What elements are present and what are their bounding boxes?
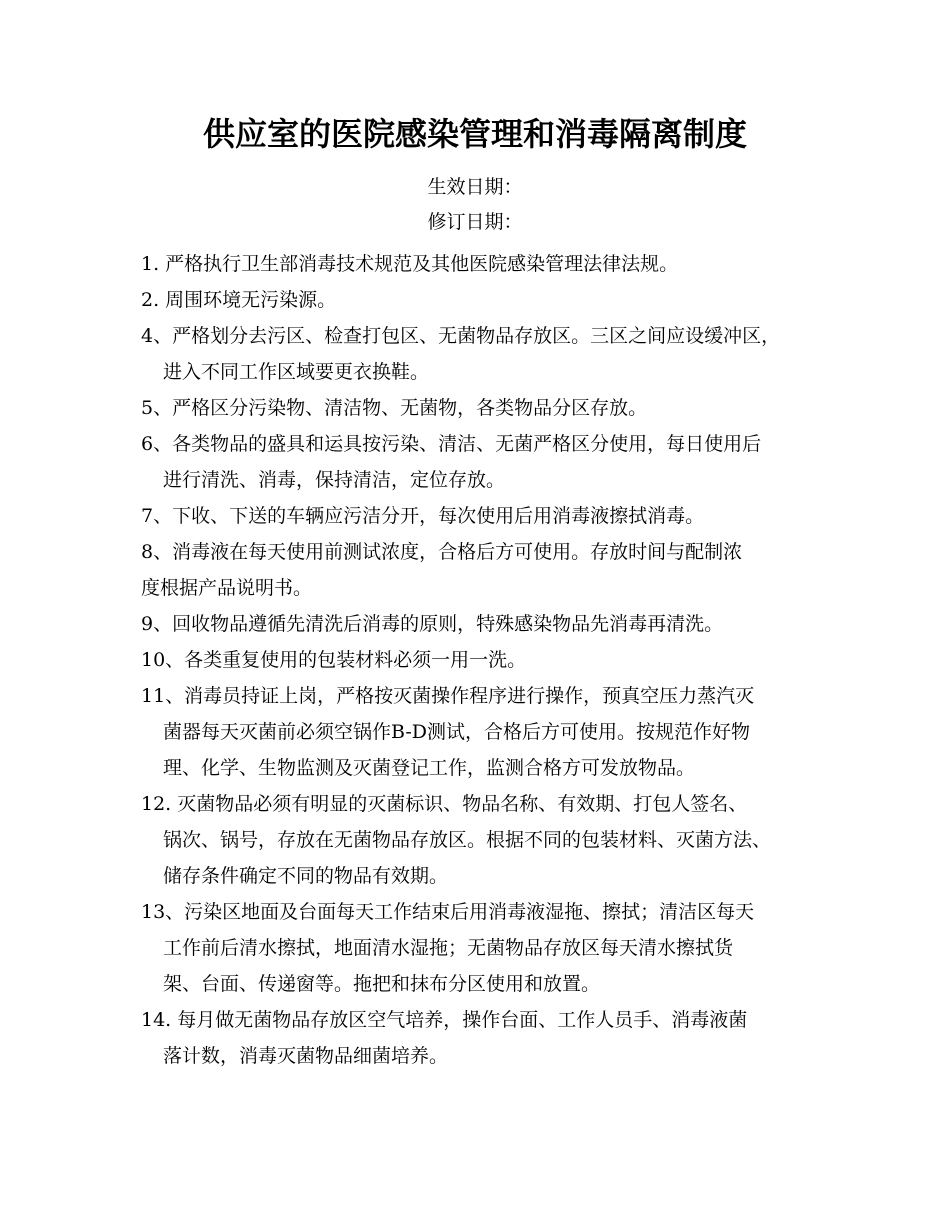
rule-item bbox=[141, 282, 831, 318]
rule-item-line: 5、严格区分污染物、清洁物、无菌物，各类物品分区存放。 bbox=[141, 397, 648, 419]
document-title: 供应室的医院感染管理和消毒隔离制度 bbox=[202, 115, 747, 153]
rule-item bbox=[141, 1002, 831, 1074]
rule-item-line: 10、各类重复使用的包装材料必须一用一洗。 bbox=[141, 649, 527, 671]
rule-item-line: 6、各类物品的盛具和运具按污染、清洁、无菌严格区分使用，每日使用后 bbox=[141, 433, 762, 455]
rule-item-continuation-line: 进入不同工作区域要更衣换鞋。 bbox=[163, 361, 430, 383]
rule-item-continuation-line: 架、台面、传递窗等。拖把和抹布分区使用和放置。 bbox=[163, 973, 601, 995]
rule-item-continuation-line: 菌器每天灭菌前必须空锅作B-D测试，合格后方可使用。按规范作好物 bbox=[163, 721, 750, 743]
rule-item bbox=[141, 390, 831, 426]
rule-item-continuation-line: 储存条件确定不同的物品有效期。 bbox=[163, 865, 449, 887]
rule-item-line: 12. 灭菌物品必须有明显的灭菌标识、物品名称、有效期、打包人签名、 bbox=[141, 793, 748, 815]
rules-list bbox=[141, 246, 831, 1074]
rule-item-continuation-line: 进行清洗、消毒，保持清洁，定位存放。 bbox=[163, 469, 506, 491]
rule-item-line: 4、严格划分去污区、检查打包区、无菌物品存放区。三区之间应设缓冲区， bbox=[141, 325, 781, 347]
rule-item-continuation-line: 度根据产品说明书。 bbox=[141, 577, 313, 599]
rule-item bbox=[141, 894, 831, 1002]
rule-item bbox=[141, 642, 831, 678]
rule-item-continuation-line: 工作前后清水擦拭，地面清水湿拖；无菌物品存放区每天清水擦拭货 bbox=[163, 937, 734, 959]
rule-item-line: 2. 周围环境无污染源。 bbox=[141, 289, 337, 311]
rule-item-continuation-line: 理、化学、生物监测及灭菌登记工作，监测合格方可发放物品。 bbox=[163, 757, 696, 779]
rule-item-line: 14. 每月做无菌物品存放区空气培养，操作台面、工作人员手、消毒液菌 bbox=[141, 1009, 748, 1031]
rule-item-line: 1. 严格执行卫生部消毒技术规范及其他医院感染管理法律法规。 bbox=[141, 253, 679, 275]
rule-item-continuation-line: 落计数，消毒灭菌物品细菌培养。 bbox=[163, 1045, 449, 1067]
rule-item-continuation-line: 锅次、锅号，存放在无菌物品存放区。根据不同的包装材料、灭菌方法、 bbox=[163, 829, 772, 851]
rule-item-line: 7、下收、下送的车辆应污洁分开，每次使用后用消毒液擦拭消毒。 bbox=[141, 505, 705, 527]
rule-item bbox=[141, 426, 831, 498]
rule-item-line: 8、消毒液在每天使用前测试浓度，合格后方可使用。存放时间与配制浓 bbox=[141, 541, 743, 563]
rule-item-line: 9、回收物品遵循先清洗后消毒的原则，特殊感染物品先消毒再清洗。 bbox=[141, 613, 724, 635]
rule-item bbox=[141, 534, 831, 606]
effective-date-label: 生效日期： bbox=[427, 176, 523, 198]
rule-item-line: 13、污染区地面及台面每天工作结束后用消毒液湿拖、擦拭；清洁区每天 bbox=[141, 901, 755, 923]
rule-item bbox=[141, 318, 831, 390]
rule-item bbox=[141, 786, 831, 894]
rule-item bbox=[141, 246, 831, 282]
revision-date-label: 修订日期： bbox=[427, 211, 523, 233]
rule-item-line: 11、消毒员持证上岗，严格按灭菌操作程序进行操作，预真空压力蒸汽灭 bbox=[141, 685, 755, 707]
rule-item bbox=[141, 498, 831, 534]
rule-item bbox=[141, 678, 831, 786]
rule-item bbox=[141, 606, 831, 642]
